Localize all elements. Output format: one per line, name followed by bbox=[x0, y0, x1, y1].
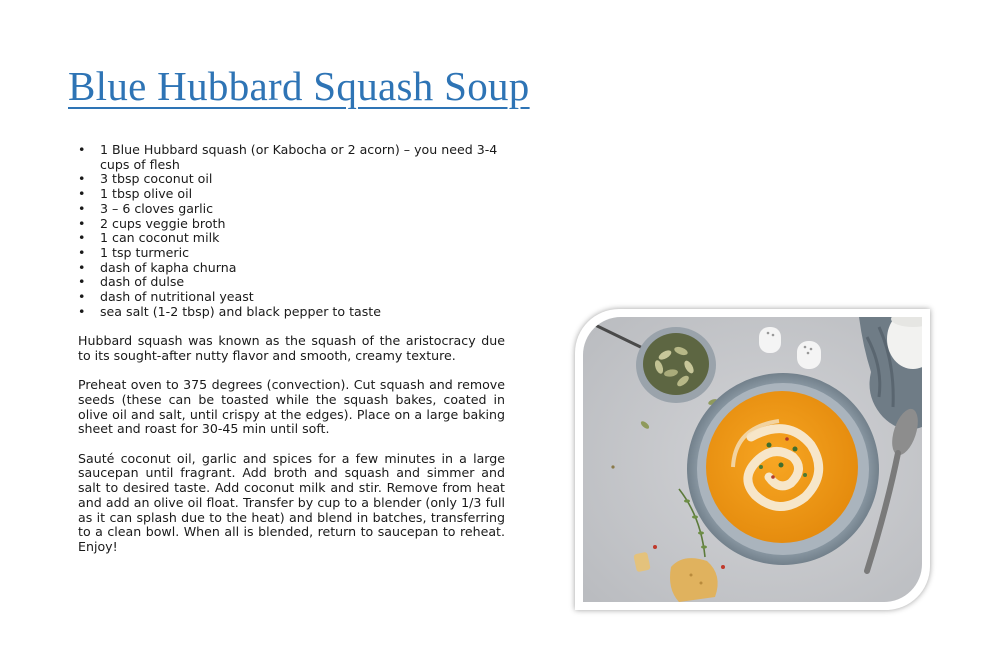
ingredient-item bbox=[78, 187, 505, 202]
ingredient-text: dash of nutritional yeast bbox=[100, 289, 254, 305]
recipe-content bbox=[78, 143, 505, 555]
seed-bowl bbox=[636, 327, 716, 403]
ingredient-item bbox=[78, 305, 505, 320]
bullet-marker: • bbox=[78, 303, 86, 319]
soup-bowl bbox=[687, 373, 879, 565]
bullet-marker: • bbox=[78, 215, 86, 231]
roasting-paragraph: Preheat oven to 375 degrees (convection). Cut squash and remove seeds (these can be toasted while the squash bakes, coated in olive oil and salt, until crispy at the edges). Place on a large baking sheet and roast for 30-45 min until soft. bbox=[78, 377, 505, 437]
bullet-marker: • bbox=[78, 142, 86, 157]
ingredient-item bbox=[78, 217, 505, 232]
salt-shaker bbox=[759, 327, 781, 353]
ingredient-text: 2 cups veggie broth bbox=[100, 215, 226, 231]
bullet-marker: • bbox=[78, 230, 86, 246]
ingredient-item bbox=[78, 275, 505, 290]
ingredient-item bbox=[78, 261, 505, 276]
ingredient-text: dash of dulse bbox=[100, 274, 185, 290]
bullet-marker: • bbox=[78, 244, 86, 260]
page-title: Blue Hubbard Squash Soup bbox=[68, 63, 530, 109]
ingredient-item bbox=[78, 143, 505, 172]
ingredient-list bbox=[78, 143, 505, 319]
ingredient-text: dash of kapha churna bbox=[100, 259, 237, 275]
ingredient-item bbox=[78, 246, 505, 261]
ingredient-text: 3 tbsp coconut oil bbox=[100, 171, 213, 187]
ingredient-text: sea salt (1-2 tbsp) and black pepper to taste bbox=[100, 303, 381, 319]
ingredient-text: 3 – 6 cloves garlic bbox=[100, 200, 214, 216]
bullet-marker: • bbox=[78, 274, 86, 290]
soup-bowl-illustration bbox=[583, 317, 922, 602]
ingredient-text: 1 Blue Hubbard squash (or Kabocha or 2 acorn) – you need 3-4 cups of flesh bbox=[100, 142, 498, 172]
ingredient-item bbox=[78, 231, 505, 246]
ingredient-item bbox=[78, 290, 505, 305]
ingredient-item bbox=[78, 172, 505, 187]
bullet-marker: • bbox=[78, 186, 86, 202]
ingredient-text: 1 can coconut milk bbox=[100, 230, 220, 246]
bullet-marker: • bbox=[78, 289, 86, 305]
bullet-marker: • bbox=[78, 171, 86, 187]
intro-paragraph: Hubbard squash was known as the squash of the aristocracy due to its sought-after nutty flavor and smooth, creamy texture. bbox=[78, 333, 505, 363]
ingredient-text: 1 tbsp olive oil bbox=[100, 186, 193, 202]
ingredient-text: 1 tsp turmeric bbox=[100, 244, 190, 260]
ingredient-item bbox=[78, 202, 505, 217]
bullet-marker: • bbox=[78, 259, 86, 275]
pepper-shaker bbox=[797, 341, 821, 369]
bullet-marker: • bbox=[78, 200, 86, 216]
soup-photo bbox=[583, 317, 922, 602]
cooking-paragraph: Sauté coconut oil, garlic and spices for a few minutes in a large saucepan until fragrant. Add broth and squash and simmer and salt to desired taste. Add coconut milk and stir. Remove from heat and add an olive oil float. Transfer by cup to a blender (only 1/3 full as it can splash due to the heat) and blend in batches, transferring to a clean bowl. When all is blended, return to saucepan to reheat. Enjoy! bbox=[78, 450, 505, 554]
